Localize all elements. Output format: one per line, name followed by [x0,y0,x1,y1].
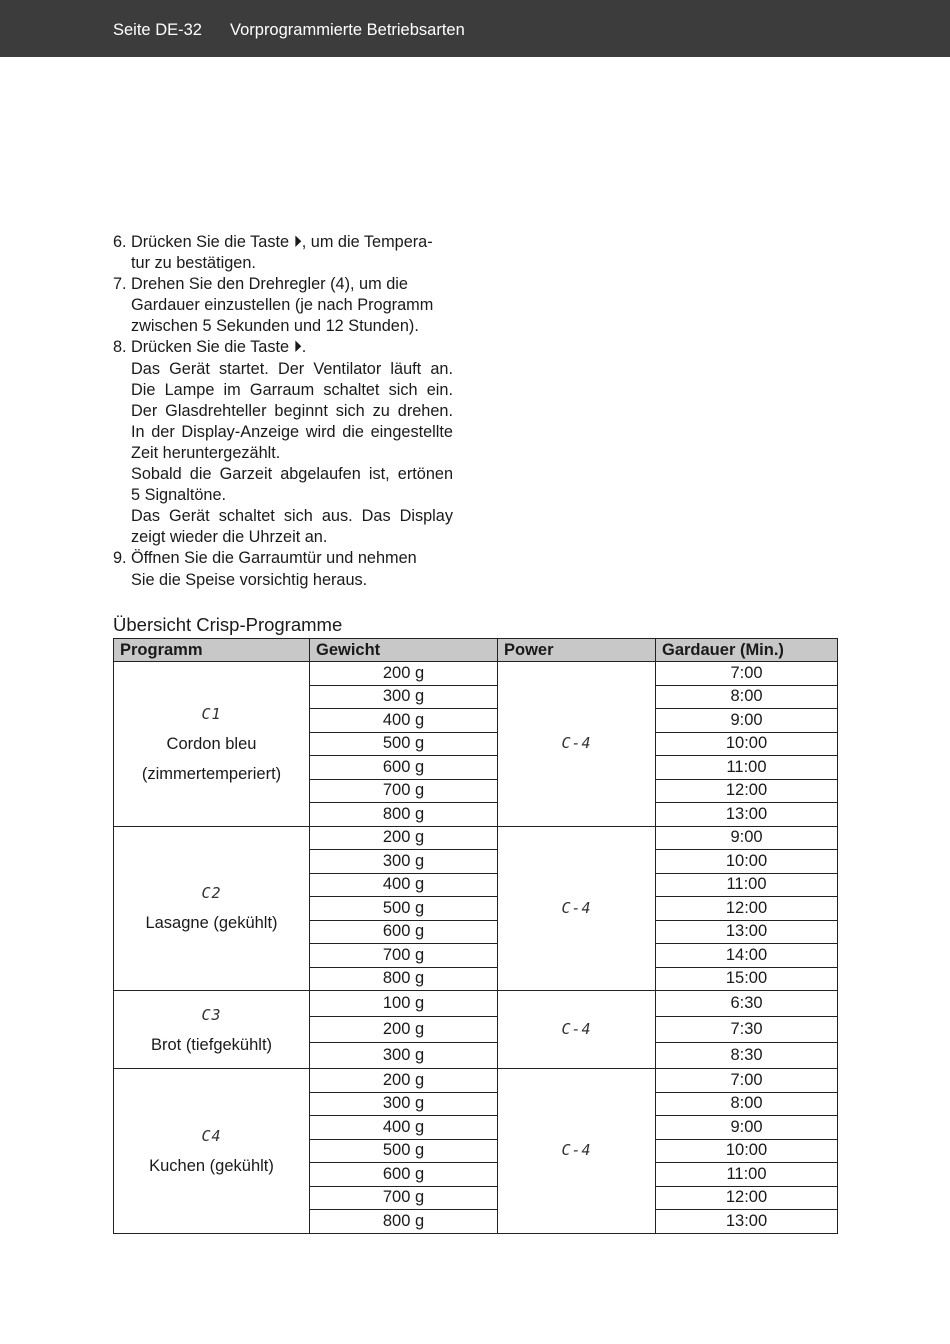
step-line: 5 Signaltöne. [131,486,227,505]
program-code-display: C2 [201,884,222,903]
table-row [114,1069,838,1093]
power-code-display: C-4 [561,898,592,917]
weight-cell: 200 g [310,1017,498,1043]
power-cell [498,662,656,827]
program-name: Cordon bleu [166,734,257,753]
power-cell [498,1069,656,1234]
time-cell: 12:00 [656,779,838,803]
step-number: 7. [113,275,127,294]
time-cell: 9:00 [656,709,838,733]
weight-cell: 300 g [310,850,498,874]
header-gewicht: Gewicht [310,639,498,662]
step-line: zwischen 5 Sekunden und 12 Stunden). [131,317,419,336]
weight-cell: 200 g [310,662,498,686]
time-cell: 7:00 [656,662,838,686]
time-cell: 10:00 [656,1139,838,1163]
instruction-steps [113,232,453,591]
step-line: Zeit heruntergezählt. [131,443,281,462]
time-cell: 11:00 [656,1163,838,1187]
weight-cell: 500 g [310,732,498,756]
weight-cell: 800 g [310,967,498,991]
time-cell: 8:00 [656,1092,838,1116]
program-code-display: C3 [201,1005,222,1024]
weight-cell: 800 g [310,803,498,827]
step-line: Das Gerät schaltet sich aus. Das Display [131,507,453,526]
time-cell: 13:00 [656,803,838,827]
program-name: Brot (tiefgekühlt) [150,1035,273,1054]
step-line: Gardauer einzustellen (je nach Programm [131,296,434,315]
page-title: Vorprogrammierte Betriebsarten [230,21,465,39]
header-programm: Programm [114,639,310,662]
time-cell: 13:00 [656,1210,838,1234]
program-cell [114,1069,310,1234]
step-line: Drücken Sie die Taste ⏵. [131,338,307,357]
program-code-display: C1 [201,704,222,723]
step-line: Sie die Speise vorsichtig heraus. [131,570,368,589]
time-cell: 15:00 [656,967,838,991]
step-line: In der Display-Anzeige wird die eingestellte [131,422,453,441]
step-number: 8. [113,338,127,357]
step-item [113,232,453,274]
program-name: (zimmertemperiert) [141,764,282,783]
step-line: Das Gerät startet. Der Ventilator läuft an. [131,359,453,378]
step-number: 6. [113,233,127,251]
table-row [114,826,838,850]
step-number: 9. [113,549,127,568]
time-cell: 13:00 [656,920,838,944]
page-number: Seite DE-32 [113,21,202,39]
power-cell [498,826,656,991]
program-cell [114,662,310,827]
power-code-display: C-4 [561,1141,592,1160]
weight-cell: 700 g [310,779,498,803]
power-code-display: C-4 [561,734,592,753]
weight-cell: 800 g [310,1210,498,1234]
time-cell: 8:00 [656,685,838,709]
program-cell [114,826,310,991]
step-line: Die Lampe im Garraum schaltet sich ein. [131,380,453,399]
time-cell: 7:00 [656,1069,838,1093]
weight-cell: 400 g [310,873,498,897]
time-cell: 8:30 [656,1043,838,1069]
weight-cell: 700 g [310,944,498,968]
time-cell: 12:00 [656,897,838,921]
weight-cell: 600 g [310,756,498,780]
weight-cell: 500 g [310,897,498,921]
step-line: zeigt wieder die Uhrzeit an. [131,528,328,547]
weight-cell: 200 g [310,826,498,850]
program-cell [114,991,310,1069]
weight-cell: 300 g [310,685,498,709]
time-cell: 10:00 [656,850,838,874]
step-item [113,548,453,590]
weight-cell: 300 g [310,1092,498,1116]
table-header-row [114,639,838,662]
time-cell: 11:00 [656,756,838,780]
weight-cell: 300 g [310,1043,498,1069]
weight-cell: 200 g [310,1069,498,1093]
program-name: Kuchen (gekühlt) [149,1156,274,1175]
table-title: Übersicht Crisp-Programme [113,614,343,635]
time-cell: 10:00 [656,732,838,756]
weight-cell: 600 g [310,1163,498,1187]
time-cell: 9:00 [656,1116,838,1140]
weight-cell: 600 g [310,920,498,944]
time-cell: 9:00 [656,826,838,850]
table-row [114,662,838,686]
step-line: tur zu bestätigen. [131,254,256,273]
time-cell: 6:30 [656,991,838,1017]
step-line: Drücken Sie die Taste ⏵, um die Tempera- [131,233,433,251]
step-item [113,274,453,337]
step-line: Sobald die Garzeit abgelaufen ist, ertönen [131,465,453,484]
step-line: Der Glasdrehteller beginnt sich zu drehen. [131,401,453,420]
time-cell: 7:30 [656,1017,838,1043]
weight-cell: 700 g [310,1186,498,1210]
program-name: Lasagne (gekühlt) [145,914,278,933]
step-line: Öffnen Sie die Garraumtür und nehmen [131,549,417,568]
header-gardauer: Gardauer (Min.) [656,639,838,662]
weight-cell: 500 g [310,1139,498,1163]
power-code-display: C-4 [561,1020,592,1038]
program-code-display: C4 [201,1126,222,1145]
power-cell [498,991,656,1069]
page-header [0,0,950,57]
time-cell: 14:00 [656,944,838,968]
weight-cell: 100 g [310,991,498,1017]
step-item [113,337,453,548]
time-cell: 12:00 [656,1186,838,1210]
weight-cell: 400 g [310,709,498,733]
weight-cell: 400 g [310,1116,498,1140]
crisp-program-table [113,638,838,1234]
step-line: Drehen Sie den Drehregler (4), um die [131,275,408,294]
header-power: Power [498,639,656,662]
table-row [114,991,838,1017]
time-cell: 11:00 [656,873,838,897]
